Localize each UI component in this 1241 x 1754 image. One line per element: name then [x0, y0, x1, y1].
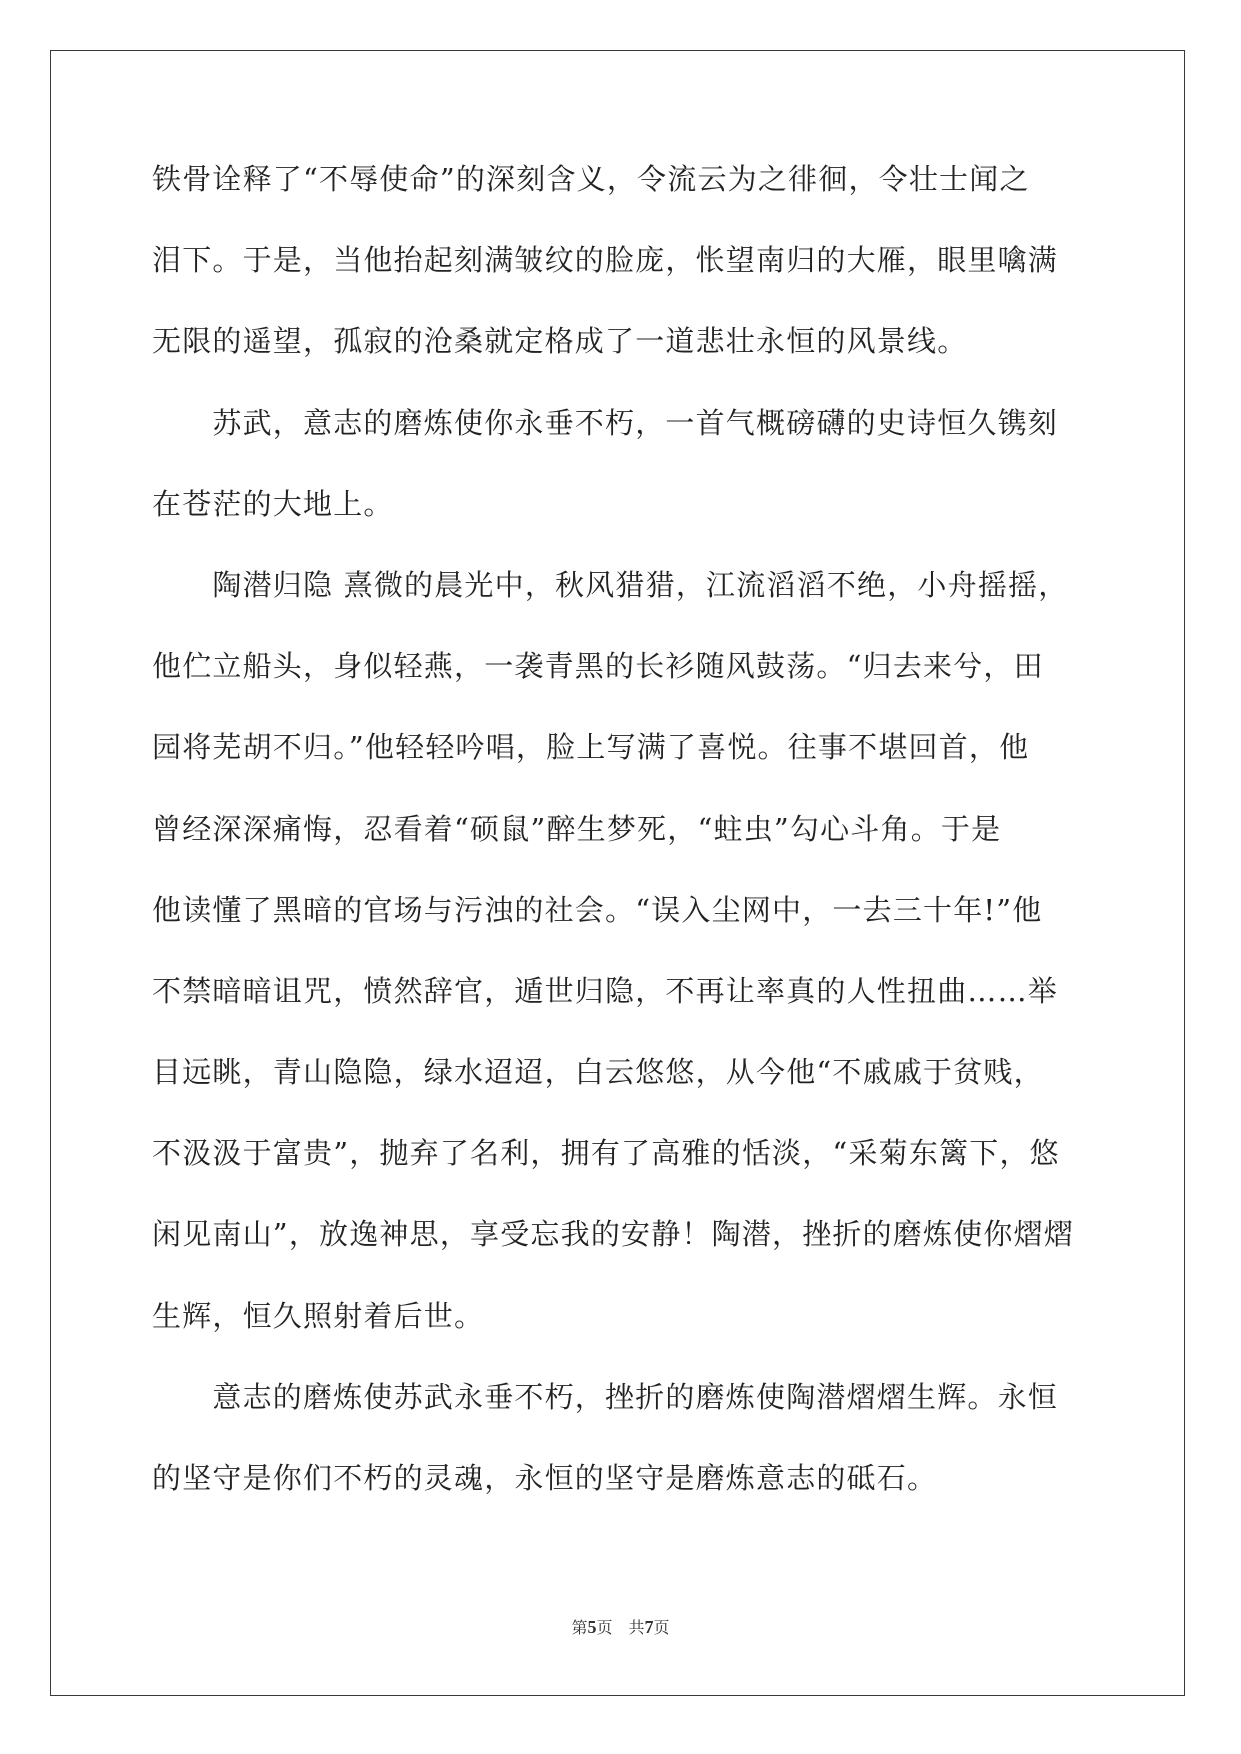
text-line: 不汲汲于富贵”，抛弃了名利，拥有了高雅的恬淡，“采菊东篱下，悠	[152, 1136, 1060, 1171]
footer-middle: 页 共	[596, 1618, 645, 1637]
text-line: 他伫立船头，身似轻燕，一袭青黑的长衫随风鼓荡。“归去来兮，田	[152, 649, 1044, 684]
text-line: 铁骨诠释了“不辱使命”的深刻含义，令流云为之徘徊，令壮士闻之	[152, 162, 1030, 196]
text-line: 泪下。于是，当他抬起刻满皱纹的脸庞，怅望南归的大雁，眼里噙满	[152, 243, 1059, 278]
page-footer	[0, 1615, 1241, 1638]
text-line: 陶潜归隐 熹微的晨光中，秋风猎猎，江流滔滔不绝，小舟摇摇，	[152, 567, 1069, 602]
footer-total-pages: 7	[644, 1617, 654, 1637]
text-line: 的坚守是你们不朽的灵魂，永恒的坚守是磨炼意志的砥石。	[152, 1461, 938, 1495]
text-line: 曾经深深痛悔，忍看着“硕鼠”醉生梦死，“蛀虫”勾心斗角。于是	[152, 811, 1002, 846]
text-line: 无限的遥望，孤寂的沧桑就定格成了一道悲壮永恒的风景线。	[152, 324, 968, 359]
text-line: 他读懂了黑暗的官场与污浊的社会。“误入尘网中，一去三十年!”他	[152, 892, 1043, 927]
text-line: 闲见南山”，放逸神思，享受忘我的安静！陶潜，挫折的磨炼使你熠熠	[152, 1217, 1075, 1252]
document-body	[152, 160, 1092, 1540]
text-line: 意志的磨炼使苏武永垂不朽，挫折的磨炼使陶潜熠熠生辉。永恒	[152, 1379, 1059, 1414]
text-line: 苏武，意志的磨炼使你永垂不朽，一首气概磅礴的史诗恒久镌刻	[152, 405, 1059, 440]
text-line: 目远眺，青山隐隐，绿水迢迢，白云悠悠，从今他“不戚戚于贫贱，	[152, 1055, 1044, 1090]
text-line: 生辉，恒久照射着后世。	[152, 1298, 485, 1333]
text-line: 不禁暗暗诅咒，愤然辞官，遁世归隐，不再让率真的人性扭曲……举	[152, 973, 1059, 1008]
footer-suffix: 页	[653, 1618, 670, 1637]
footer-page-number: 5	[587, 1617, 597, 1637]
footer-prefix: 第	[571, 1618, 588, 1637]
text-line: 园将芜胡不归。”他轻轻吟唱，脸上写满了喜悦。往事不堪回首，他	[152, 730, 1030, 765]
text-line: 在苍茫的大地上。	[152, 486, 394, 521]
